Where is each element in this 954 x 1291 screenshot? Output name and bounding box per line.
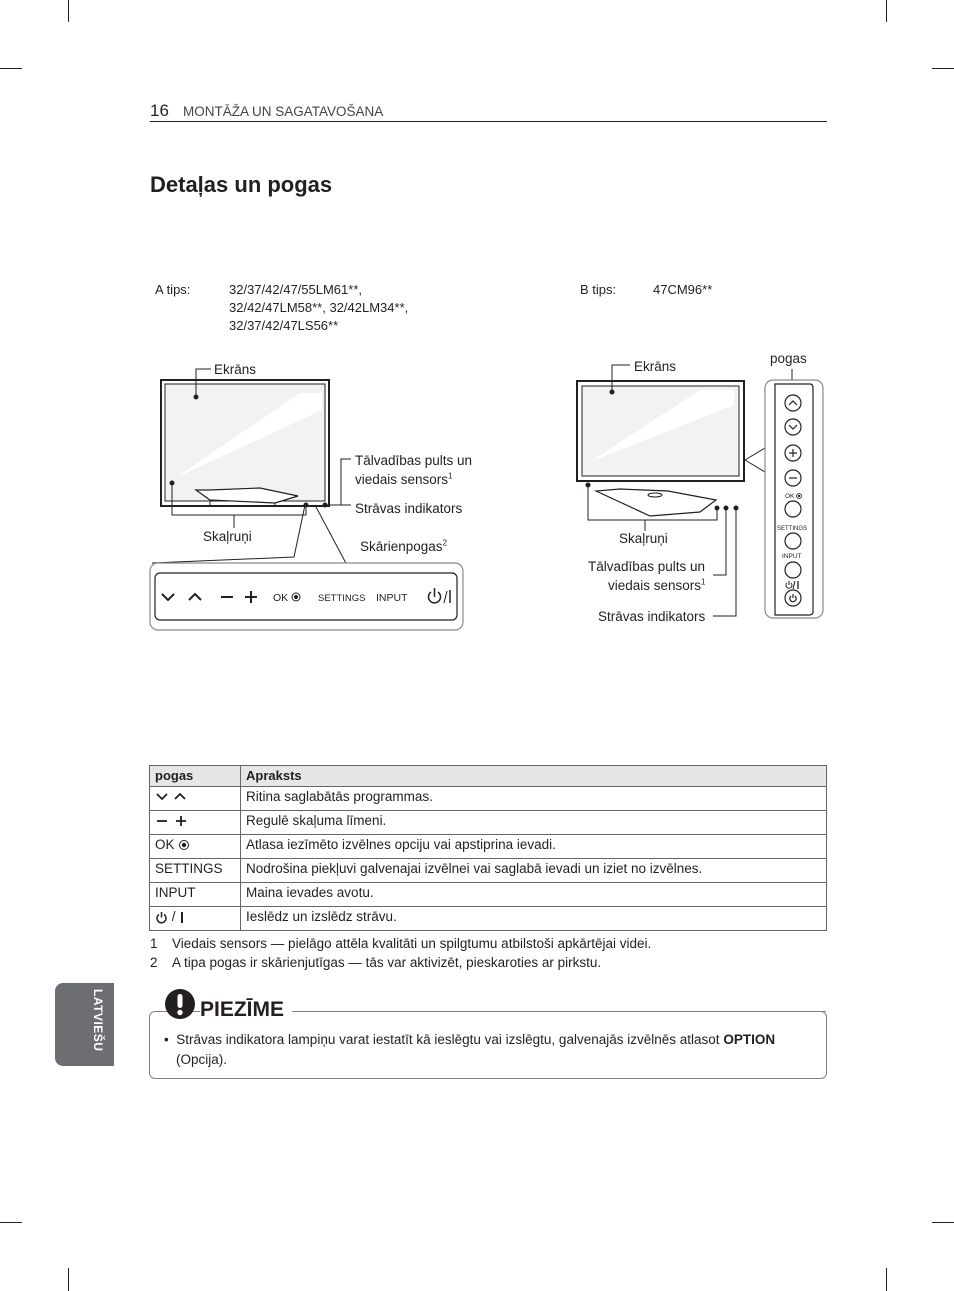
minus-plus-icon [155, 814, 195, 828]
buttons-table [149, 765, 827, 931]
crop-mark [932, 1222, 954, 1223]
table-row [150, 859, 827, 883]
type-a-label: A tips: [155, 282, 191, 297]
panel-b-input-button [785, 562, 801, 578]
footnote-1-num: 1 [150, 936, 158, 951]
chevron-down-up-icon [155, 790, 195, 804]
table-cell-description: Maina ievades avotu. [241, 883, 827, 907]
table-cell-description: Nodrošina piekļuvi galvenajai izvēlnei vai saglabā ievadi un iziet no izvēlnes. [241, 859, 827, 883]
table-header-description: Apraksts [241, 766, 827, 787]
page-number: 16 [150, 101, 169, 120]
callout-b-remote-2: viedais sensors$^1$ [608, 577, 706, 593]
callout-b-buttons: pogas [770, 351, 807, 366]
table-cell-button: OK [155, 837, 175, 852]
type-a-model-2: 32/42/47LM58**, 32/42LM34**, [229, 300, 409, 315]
footnote-1-text: Viedais sensors — pielāgo attēla kvalitāti un spilgtumu atbilstoši apkārtējai videi. [172, 936, 652, 951]
callout-a-remote-2: viedais sensors$^1$ [355, 471, 453, 487]
note-title: PIEZĪME [200, 998, 292, 1022]
crop-mark [0, 1222, 22, 1223]
note-text [164, 1030, 814, 1070]
callout-b-screen: Ekrāns [634, 359, 677, 374]
table-cell-button: INPUT [150, 883, 241, 907]
panel-b-settings-label: SETTINGS [777, 526, 808, 532]
type-a-model-1: 32/37/42/47/55LM61**, [229, 282, 362, 297]
note-option-bold: OPTION [723, 1032, 776, 1047]
crop-mark [68, 1268, 69, 1291]
panel-a-ok: OK [273, 592, 289, 604]
table-row [150, 883, 827, 907]
callout-a-touch: Skārienpogas$^2$ [360, 538, 448, 554]
note-text-before: Strāvas indikatora lampiņu varat iestatīt kā ieslēgtu vai izslēgtu, galvenajās izvēlnēs atlasot [176, 1032, 720, 1047]
sensor-dot-b [724, 506, 729, 511]
panel-a-settings: SETTINGS [318, 593, 366, 604]
table-row [150, 835, 827, 859]
panel-b-ok-button [785, 501, 801, 517]
callout-b-remote-1: Tālvadības pults un [588, 559, 706, 574]
table-header-buttons: pogas [150, 766, 241, 787]
type-b-model: 47CM96** [653, 282, 713, 297]
footnote-2-text: A tipa pogas ir skārienjutīgas — tās var aktivizēt, pieskaroties ar pirkstu. [172, 955, 602, 970]
footnote-2-num: 2 [150, 955, 158, 970]
type-b-label: B tips: [580, 282, 617, 297]
callout-a-power: Strāvas indikators [355, 501, 463, 516]
tv-b-illustration [577, 381, 744, 516]
warning-icon [164, 988, 196, 1020]
page-title: Detaļas un pogas [150, 172, 333, 197]
panel-a-input: INPUT [376, 592, 408, 604]
note-text-after: (Opcija). [176, 1052, 228, 1067]
table-row [150, 787, 827, 811]
table-cell-description: Ieslēdz un izslēdz strāvu. [241, 907, 827, 931]
table-cell-description: Ritina saglabātās programmas. [241, 787, 827, 811]
section-title: MONTĀŽA UN SAGATAVOŠANA [183, 104, 384, 119]
language-tab [55, 983, 114, 1066]
callout-a-screen: Ekrāns [214, 362, 257, 377]
panel-b-settings-button [785, 533, 801, 549]
callout-a-speakers: Skaļruņi [203, 529, 252, 544]
table-cell-description: Regulē skaļuma līmeni. [241, 811, 827, 835]
table-cell-button: / [171, 909, 176, 924]
speaker-dot-b [715, 506, 720, 511]
callout-a-remote-1: Tālvadības pults un [355, 453, 473, 468]
note-bullet: • [164, 1032, 169, 1047]
panel-b-down-button [785, 419, 801, 435]
speaker-dot-b [586, 483, 591, 488]
language-tab-label: LATVIEŠU [91, 989, 105, 1052]
callout-b-speakers: Skaļruņi [619, 531, 668, 546]
power-icon [155, 911, 168, 924]
screen-dot-b [610, 390, 615, 395]
note-header-line [298, 1011, 826, 1012]
power-dot-b [734, 506, 739, 511]
crop-mark [886, 1268, 887, 1291]
panel-b-up-button [785, 395, 801, 411]
on-bar-icon [179, 911, 185, 924]
type-a-model-3: 32/37/42/47LS56** [229, 318, 339, 333]
table-cell-description: Atlasa iezīmēto izvēlnes opciju vai apstiprina ievadi. [241, 835, 827, 859]
table-cell-button: SETTINGS [150, 859, 241, 883]
callout-b-power: Strāvas indikators [598, 609, 706, 624]
table-row [150, 811, 827, 835]
ok-dot-icon [178, 839, 190, 851]
panel-b-ok-label: OK [785, 493, 795, 500]
table-row [150, 907, 827, 931]
panel-b-input-label: INPUT [782, 553, 802, 560]
